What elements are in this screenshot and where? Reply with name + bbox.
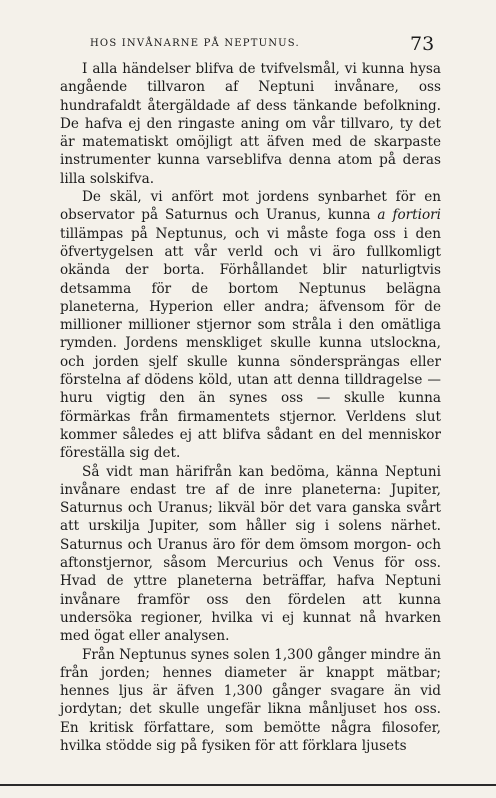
- paragraph-2-text-before: De skäl, vi anfört mot jordens synbarhet för en observator på Saturnus och Uranus, kunna: [60, 189, 441, 224]
- page-number: 73: [410, 33, 435, 55]
- paragraph-2: [60, 188, 441, 462]
- body-text: [60, 60, 441, 755]
- paragraph-2-italic: a fortiori: [377, 207, 441, 224]
- paragraph-3: Så vidt man härifrån kan bedöma, känna Neptuni invånare endast tre af de inre planeterna: Jupiter, Saturnus och Uranus; likväl bör det vara ganska svårt att urskilja Jupiter, som håller sig i solens närhet. Saturnus och Uranus äro för dem ömsom morgon- och aftonstjernor, såsom Mercurius och Venus för oss. Hvad de yttre planeterna beträffar, hafva Neptuni invånare framför oss den fördelen att kunna undersöka regioner, hvilka vi ej kunnat nå hvarken med ögat eller analysen.: [60, 463, 441, 645]
- bottom-rule: [0, 784, 496, 786]
- paragraph-1: I alla händelser blifva de tvifvelsmål, vi kunna hysa angående tillvaron af Neptuni invånare, oss hundrafaldt återgäldade af dess tänkande befolkning. De hafva ej den ringaste aning om vår tillvaro, ty det är matematiskt omöjligt att äfven med de skarpaste instrumenter kunna varseblifva denna atom på deras lilla solskifva.: [60, 61, 441, 187]
- paragraph-2-text-after: tillämpas på Neptunus, och vi måste foga oss i den öfvertygelsen att vår verld och vi äro fullkomligt okända der borta. Förhållandet blir naturligtvis detsamma för de bortom Neptunus belägna planeterna, Hyperion eller andra; äfvensom för de millioner millioner stjernor som stråla i den omätliga rymden. Jordens menskliget skulle kunna utslockna, och jorden sjelf skulle kunna söndersprängas eller förstelna af dödens köld, utan att denna tilldragelse — huru vigtig den än synes oss — skulle kunna förmärkas från firmamentets stjernor. Verldens slut kommer således ej att blifva sådant en del menniskor föreställa sig det.: [60, 225, 441, 462]
- running-head: HOS INVÅNARNE PÅ NEPTUNUS.: [90, 38, 300, 49]
- paragraph-4: Från Neptunus synes solen 1,300 gånger mindre än från jorden; hennes diameter är knappt mätbar; hennes ljus är äfven 1,300 gånger svagare än vid jordytan; det skulle ungefär likna månljuset hos oss. En kritisk författare, som bemötte några filosofer, hvilka stödde sig på fysiken för att förklara ljusets: [60, 646, 441, 754]
